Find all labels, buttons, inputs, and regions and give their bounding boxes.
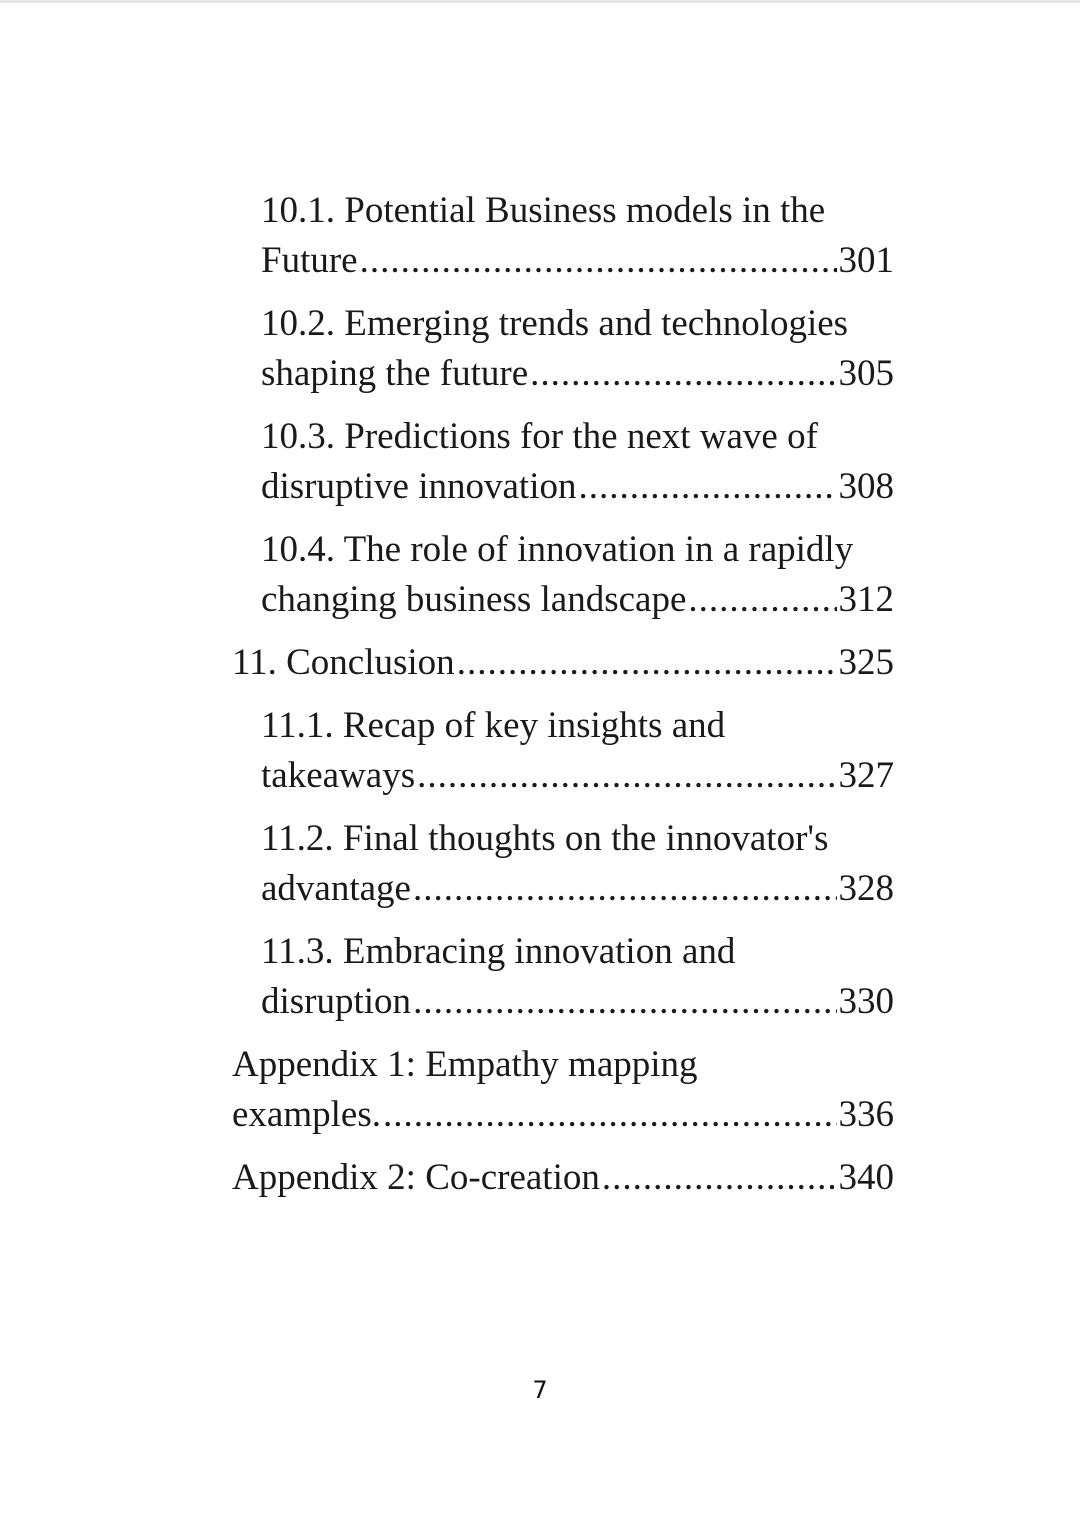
toc-entry-title: 11. Conclusion [232, 642, 455, 683]
toc-entry-11[interactable] [232, 638, 894, 688]
page-footer-number: 7 [532, 1376, 548, 1404]
toc-page-number: 330 [838, 981, 894, 1022]
toc-page-number: 336 [838, 1094, 894, 1135]
toc-page-number: 327 [838, 755, 894, 796]
dot-leader [457, 638, 837, 688]
toc-page-number: 301 [838, 240, 894, 281]
toc-entry-title: Appendix 1: Empathy mapping [232, 1044, 698, 1085]
toc-page-number: 312 [838, 579, 894, 620]
dot-leader [413, 977, 836, 1027]
dot-leader [413, 864, 837, 914]
toc-entry-title: 11.3. Embracing innovation and [261, 931, 736, 972]
top-divider [0, 0, 1080, 3]
toc-entry-11-3[interactable] [232, 927, 894, 1027]
toc-entry-10-1[interactable] [232, 186, 894, 286]
dot-leader [383, 1090, 837, 1140]
toc-entry-title: 11.1. Recap of key insights and [261, 705, 726, 746]
toc-entry-title-cont: Future [261, 240, 358, 281]
dot-leader [360, 236, 837, 286]
toc-entry-10-2[interactable] [232, 299, 894, 399]
dot-leader [530, 349, 836, 399]
toc-entry-appendix-2[interactable] [232, 1153, 894, 1203]
toc-page-number: 308 [838, 466, 894, 507]
toc-entry-title: Appendix 2: Co-creation [232, 1157, 600, 1198]
toc-entry-title-cont: takeaways [261, 755, 416, 796]
toc-page-number: 340 [838, 1157, 894, 1198]
toc-page-number: 325 [838, 642, 894, 683]
toc-entry-10-4[interactable] [232, 525, 894, 625]
dot-leader [688, 575, 836, 625]
dot-leader [602, 1153, 837, 1203]
toc-entry-title-cont: shaping the future [261, 353, 529, 394]
table-of-contents [232, 186, 894, 1216]
toc-entry-title-cont: changing business landscape [261, 579, 687, 620]
toc-page-number: 305 [838, 353, 894, 394]
toc-entry-10-3[interactable] [232, 412, 894, 512]
toc-entry-title-cont: disruption [261, 981, 412, 1022]
toc-entry-title: 10.2. Emerging trends and technologies [261, 303, 849, 344]
toc-page-number: 328 [838, 868, 894, 909]
toc-entry-11-2[interactable] [232, 814, 894, 914]
toc-entry-title: 10.4. The role of innovation in a rapidly [261, 529, 854, 570]
toc-entry-title-cont: advantage [261, 868, 411, 909]
toc-entry-title-cont: disruptive innovation [261, 466, 577, 507]
toc-entry-title-cont: examples. [232, 1094, 381, 1135]
dot-leader [417, 751, 836, 801]
toc-entry-title: 10.1. Potential Business models in the [261, 190, 826, 231]
dot-leader [579, 462, 837, 512]
toc-entry-title: 10.3. Predictions for the next wave of [261, 416, 818, 457]
toc-entry-11-1[interactable] [232, 701, 894, 801]
toc-entry-appendix-1[interactable] [232, 1040, 894, 1140]
toc-entry-title: 11.2. Final thoughts on the innovator's [261, 818, 829, 859]
